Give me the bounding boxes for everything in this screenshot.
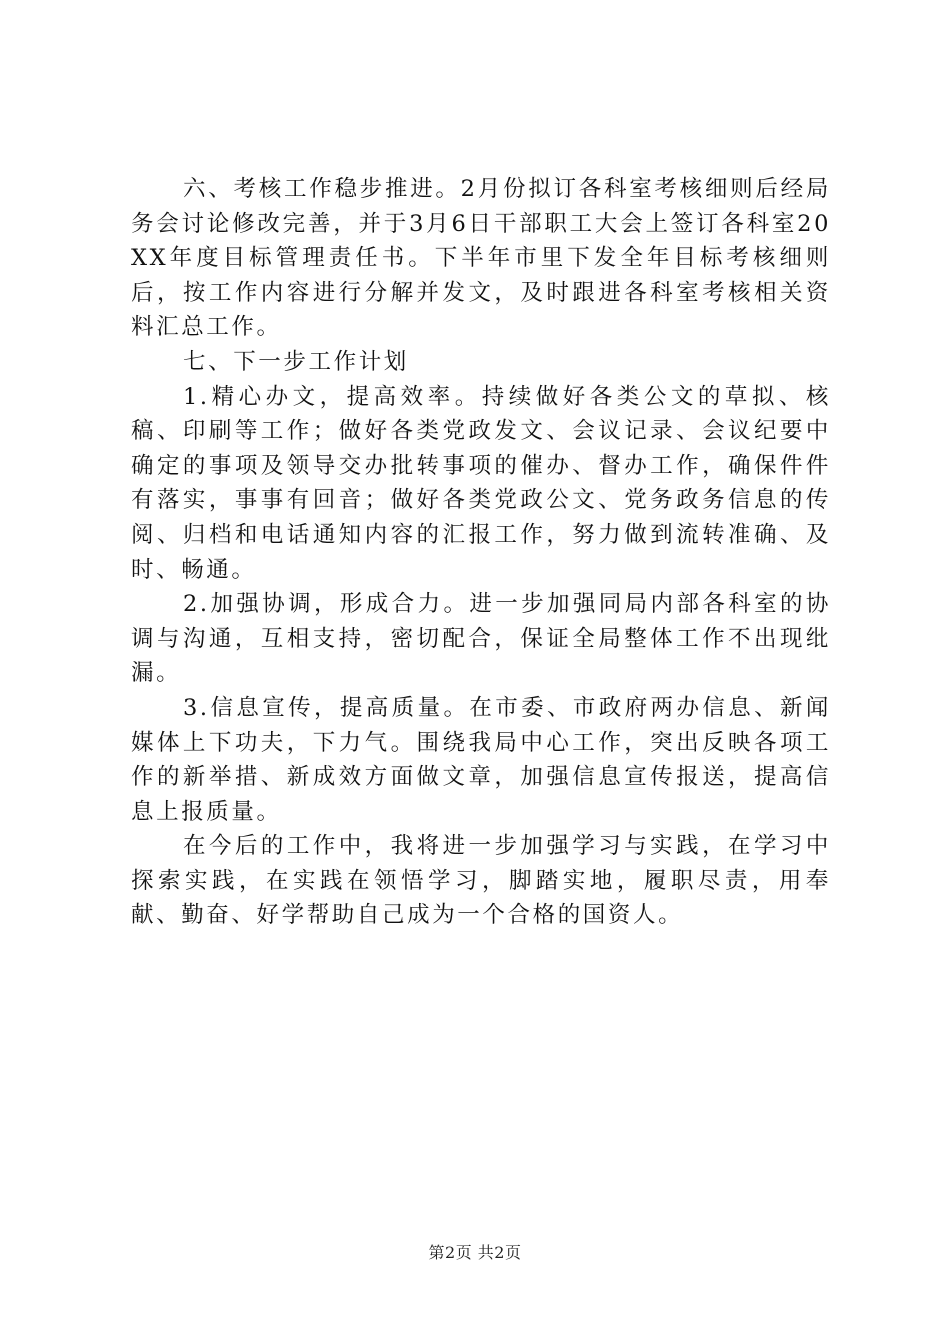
paragraph-plan-1: 1.精心办文，提高效率。持续做好各类公文的草拟、核稿、印刷等工作；做好各类党政发文、会议记录、会议纪要中确定的事项及领导交办批转事项的催办、督办工作，确保件件有落实，事事有回音；做好各类党政公文、党务政务信息的传阅、归档和电话通知内容的汇报工作，努力做到流转准确、及时、畅通。 [131,383,831,583]
section-heading-next-plan: 七、下一步工作计划 [183,348,409,375]
paragraph-plan-2: 2.加强协调，形成合力。进一步加强同局内部各科室的协调与沟通，互相支持，密切配合，保证全局整体工作不出现纰漏。 [131,591,831,687]
paragraph-conclusion: 在今后的工作中，我将进一步加强学习与实践，在学习中探索实践，在实践在领悟学习，脚踏实地，履职尽责，用奉献、勤奋、好学帮助自己成为一个合格的国资人。 [131,833,831,929]
paragraph-assessment: 六、考核工作稳步推进。2月份拟订各科室考核细则后经局务会讨论修改完善，并于3月6日干部职工大会上签订各科室20XX年度目标管理责任书。下半年市里下发全年目标考核细则后，按工作内容进行分解并发文，及时跟进各科室考核相关资料汇总工作。 [131,176,831,341]
paragraph-plan-3: 3.信息宣传，提高质量。在市委、市政府两办信息、新闻媒体上下功夫，下力气。围绕我局中心工作，突出反映各项工作的新举措、新成效方面做文章，加强信息宣传报送，提高信息上报质量。 [131,694,831,825]
page-number-footer: 第2页 共2页 [428,1243,522,1262]
document-body [131,172,831,933]
